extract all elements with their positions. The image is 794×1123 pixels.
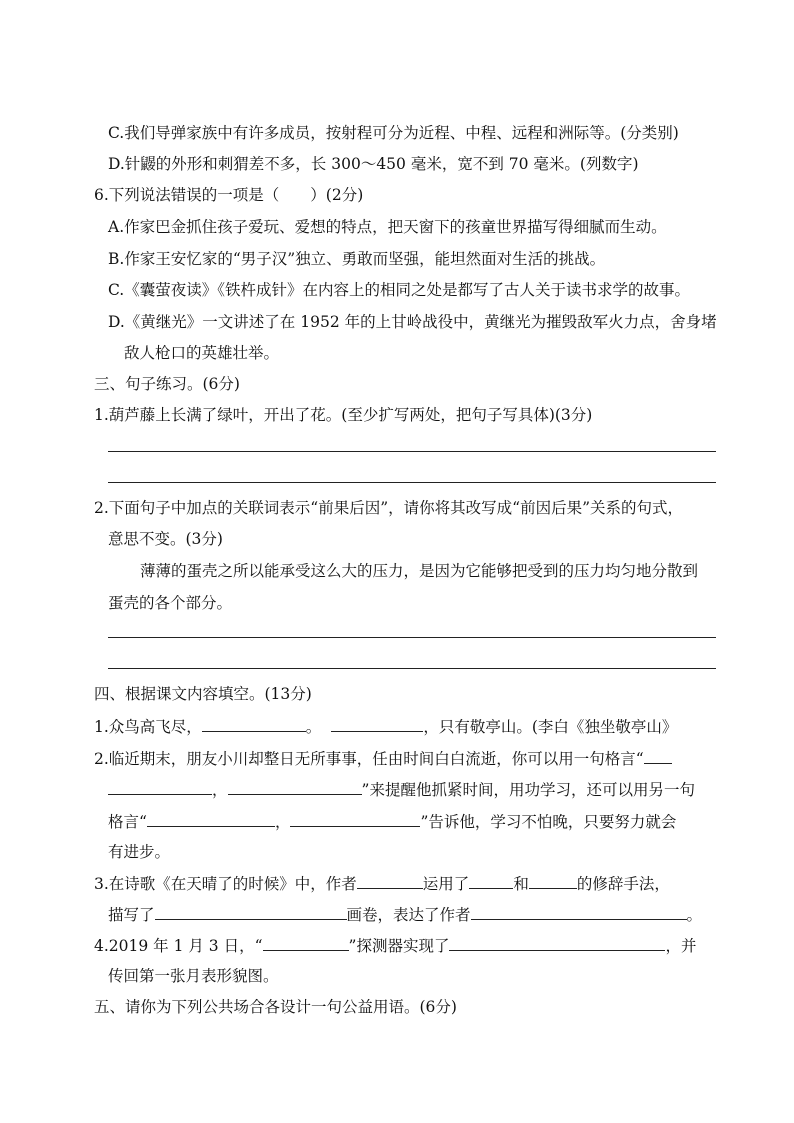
blank[interactable] — [155, 904, 347, 920]
blank[interactable] — [644, 748, 672, 764]
blank[interactable] — [263, 935, 349, 951]
answer-line[interactable] — [108, 637, 716, 638]
option-d-text: D.针鼹的外形和刺猬差不多，长 300～450 毫米，宽不到 70 毫米。(列数字) — [108, 155, 639, 173]
fill-question-2-line-4: 有进步。 — [108, 843, 171, 861]
answer-line[interactable] — [108, 482, 716, 483]
fill-question-3-line-2: 描写了 画卷，表达了作者 。 — [108, 906, 703, 924]
section-3-question-1: 1.葫芦藤上长满了绿叶，开出了花。(至少扩写两处，把句子写具体)(3分) — [94, 406, 593, 424]
blank[interactable] — [529, 873, 577, 889]
example-sentence: 薄薄的蛋壳之所以能承受这么大的压力，是因为它能够把受到的压力均匀地分散到 — [140, 562, 699, 580]
blank[interactable] — [290, 811, 420, 827]
answer-line[interactable] — [108, 668, 716, 669]
fill-question-2-line-3: 格言“ ， ”告诉他，学习不怕晚，只要努力就会 — [108, 813, 677, 831]
question-6-option-d: D.《黄继光》一文讲述了在 1952 年的上甘岭战役中，黄继光为摧毁敌军火力点，舍身堵 — [108, 313, 717, 331]
example-sentence-continued: 蛋壳的各个部分。 — [108, 594, 233, 612]
question-6-option-c: C.《囊萤夜读》《铁杵成针》在内容上的相同之处是都写了古人关于读书求学的故事。 — [108, 281, 690, 299]
fill-question-2: 2.临近期末，朋友小川却整日无所事事，任由时间白白流逝，你可以用一句格言“ — [94, 748, 672, 769]
fill-question-4: 4.2019 年 1 月 3 日，“ ”探测器实现了 ，并 — [94, 937, 697, 955]
option-c-text: C.我们导弹家族中有许多成员，按射程可分为近程、中程、远程和洲际等。(分类别) — [108, 124, 679, 142]
fill-question-1: 1.众鸟高飞尽， 。 ，只有敬亭山。(李白《独坐敬亭山》 — [94, 718, 678, 736]
blank[interactable] — [357, 873, 423, 889]
blank[interactable] — [228, 779, 362, 795]
blank[interactable] — [469, 873, 513, 889]
section-3-question-2: 2.下面句子中加点的关联词表示“前果后因”，请你将其改写成“前因后果”关系的句式， — [94, 499, 683, 517]
fill-question-2-line-2: ， ”来提醒他抓紧时间，用功学习，还可以用另一句 — [108, 779, 695, 800]
blank[interactable] — [449, 935, 665, 951]
section-5-heading: 五、请你为下列公共场合各设计一句公益用语。(6分) — [94, 998, 457, 1016]
question-6-option-b: B.作家王安忆家的“男子汉”独立、勇敢而坚强，能坦然面对生活的挑战。 — [108, 250, 606, 268]
fill-question-3: 3.在诗歌《在天晴了的时候》中，作者 运用了 和 的修辞手法， — [94, 875, 670, 893]
question-6-option-a: A.作家巴金抓住孩子爱玩、爱想的特点，把天窗下的孩童世界描写得细腻而生动。 — [108, 218, 667, 236]
section-4-heading: 四、根据课文内容填空。(13分) — [94, 685, 312, 703]
blank[interactable] — [108, 779, 212, 795]
question-6-option-d-continued: 敌人枪口的英雄壮举。 — [124, 344, 280, 362]
section-3-heading: 三、句子练习。(6分) — [94, 375, 240, 393]
blank[interactable] — [331, 716, 423, 732]
question-6: 6.下列说法错误的一项是（ ）(2分) — [94, 186, 364, 204]
answer-line[interactable] — [108, 451, 716, 452]
section-3-question-2-continued: 意思不变。(3分) — [108, 530, 223, 548]
blank[interactable] — [202, 716, 306, 732]
blank[interactable] — [147, 811, 275, 827]
fill-question-4-line-2: 传回第一张月表形貌图。 — [108, 967, 279, 985]
blank[interactable] — [471, 904, 687, 920]
